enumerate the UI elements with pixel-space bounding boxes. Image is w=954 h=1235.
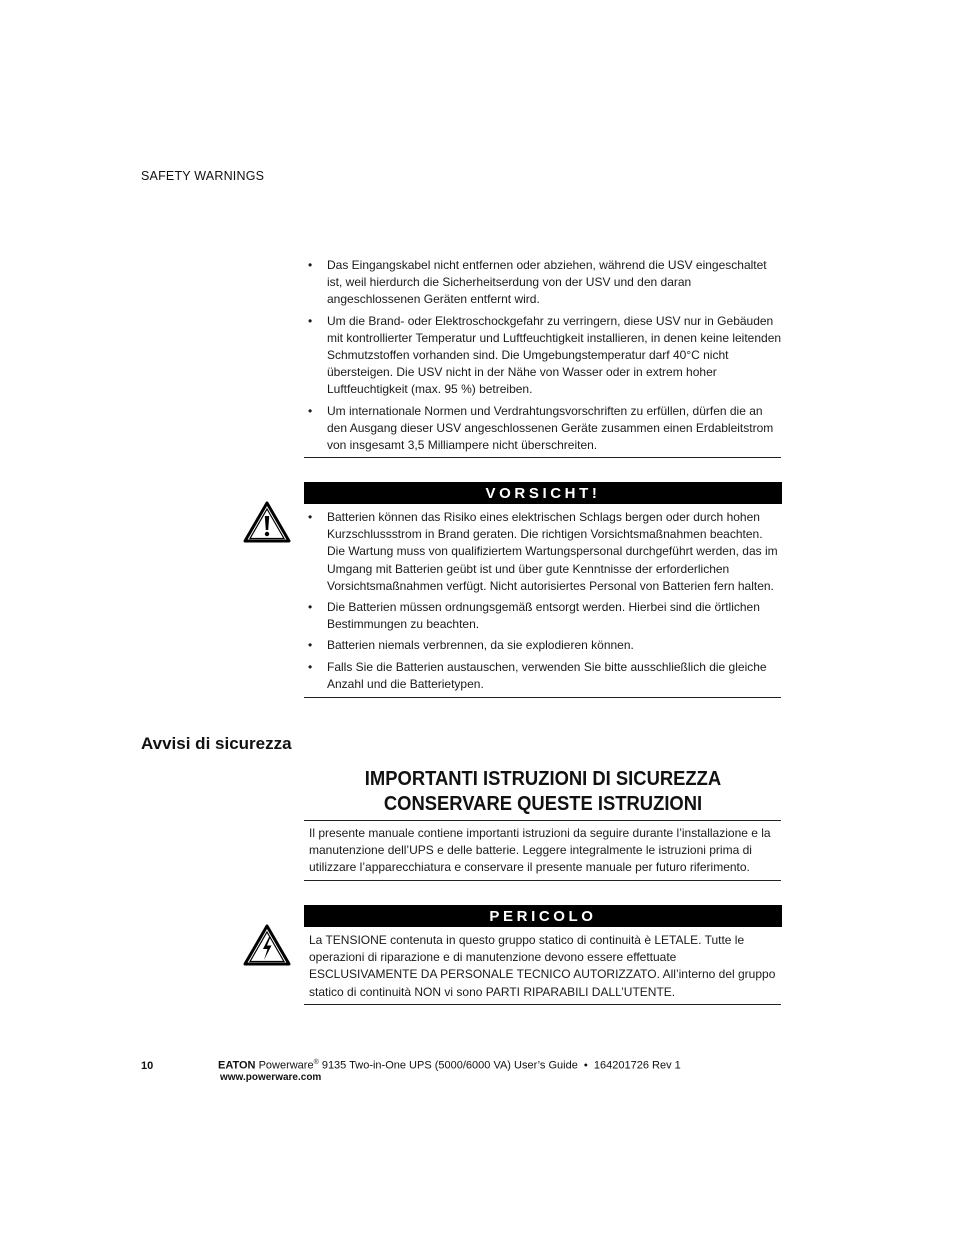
heading-line: IMPORTANTI ISTRUZIONI DI SICUREZZA [364, 768, 722, 790]
divider [304, 820, 781, 821]
website-url: www.powerware.com [220, 1072, 322, 1083]
page-number: 10 [141, 1060, 154, 1072]
guide-title: 9135 Two-in-One UPS (5000/6000 VA) User’s Guide • 164201726 Rev 1 [318, 1059, 681, 1072]
list-item: • Das Eingangskabel nicht entfernen oder abziehen, während die USV eingeschaltet ist, weil hierdurch die Sicherheitserdung von der USV und den daran angeschlossenen Geräten entfernt wird. [304, 257, 782, 309]
german-warning-list [304, 257, 782, 458]
vorsicht-banner: VORSICHT! [304, 482, 782, 504]
caution-triangle-icon [243, 501, 291, 543]
divider [304, 1004, 781, 1005]
running-head: SAFETY WARNINGS [141, 169, 265, 183]
intro-paragraph: Il presente manuale contiene importanti istruzioni da seguire durante l’installazione e la manutenzione dell’UPS e delle batterie. Leggere integralmente le istruzioni prima di utilizzare l’apparecchiatura e conservare il presente manuale per futuro riferimento. [309, 826, 771, 875]
list-item: • Batterien niemals verbrennen, da sie explodieren können. [304, 637, 782, 654]
product-name: Powerware [258, 1059, 314, 1072]
electrical-hazard-icon [243, 924, 291, 966]
registered-mark: ® [313, 1059, 319, 1066]
list-item: • Die Batterien müssen ordnungsgemäß entsorgt werden. Hierbei sind die örtlichen Bestimmungen zu beachten. [304, 599, 782, 633]
page-heading [323, 767, 763, 817]
pericolo-text: La TENSIONE contenuta in questo gruppo statico di continuità è LETALE. Tutte le operazioni di riparazione e di manutenzione devono essere effettuate ESCLUSIVAMENTE DA PERSONALE TECNICO AUTORIZZATO. All’interno del gruppo statico di continuità NON vi sono PARTI RIPARABILI DALL’UTENTE. [309, 933, 776, 999]
divider [304, 457, 781, 458]
brand-name: EATON [218, 1059, 256, 1072]
list-item: • Batterien können das Risiko eines elektrischen Schlags bergen oder durch hohen Kurzschlussstrom in Brand geraten. Die richtigen Vorsichtsmaßnahmen beachten. Die Wartung muss von qualifiziertem Wartungspersonal durchgeführt werden, das im Umgang mit Batterien geübt ist und über gute Kenntnisse der erforderlichen Vorsichtsmaßnahmen verfügt. Nicht autorisiertes Personal von Batterien fern halten. [304, 509, 782, 595]
list-item: • Falls Sie die Batterien austauschen, verwenden Sie bitte ausschließlich die gleiche Anzahl und die Batterietypen. [304, 659, 782, 693]
pericolo-banner: PERICOLO [304, 905, 782, 927]
heading-line: CONSERVARE QUESTE ISTRUZIONI [383, 793, 703, 815]
section-title: Avvisi di sicurezza [141, 734, 292, 753]
list-item: • Um die Brand- oder Elektroschockgefahr zu verringern, diese USV nur in Gebäuden mit kontrollierter Temperatur und Luftfeuchtigkeit installieren, in denen keine leitenden Schmutzstoffen vorhanden sind. Die Umgebungstemperatur darf 40°C nicht übersteigen. Die USV nicht in der Nähe von Wasser oder in extrem hoher Luftfeuchtigkeit (max. 95 %) betreiben. [304, 313, 782, 399]
list-item: • Um internationale Normen und Verdrahtungsvorschriften zu erfüllen, dürfen die an den Ausgang dieser USV angeschlossenen Geräte zusammen einen Erdableitstrom von insgesamt 3,5 Milliampere nicht überschreiten. [304, 403, 782, 455]
divider [304, 880, 781, 881]
vorsicht-list [304, 509, 782, 697]
footer-title [218, 1059, 681, 1072]
divider [304, 697, 781, 698]
